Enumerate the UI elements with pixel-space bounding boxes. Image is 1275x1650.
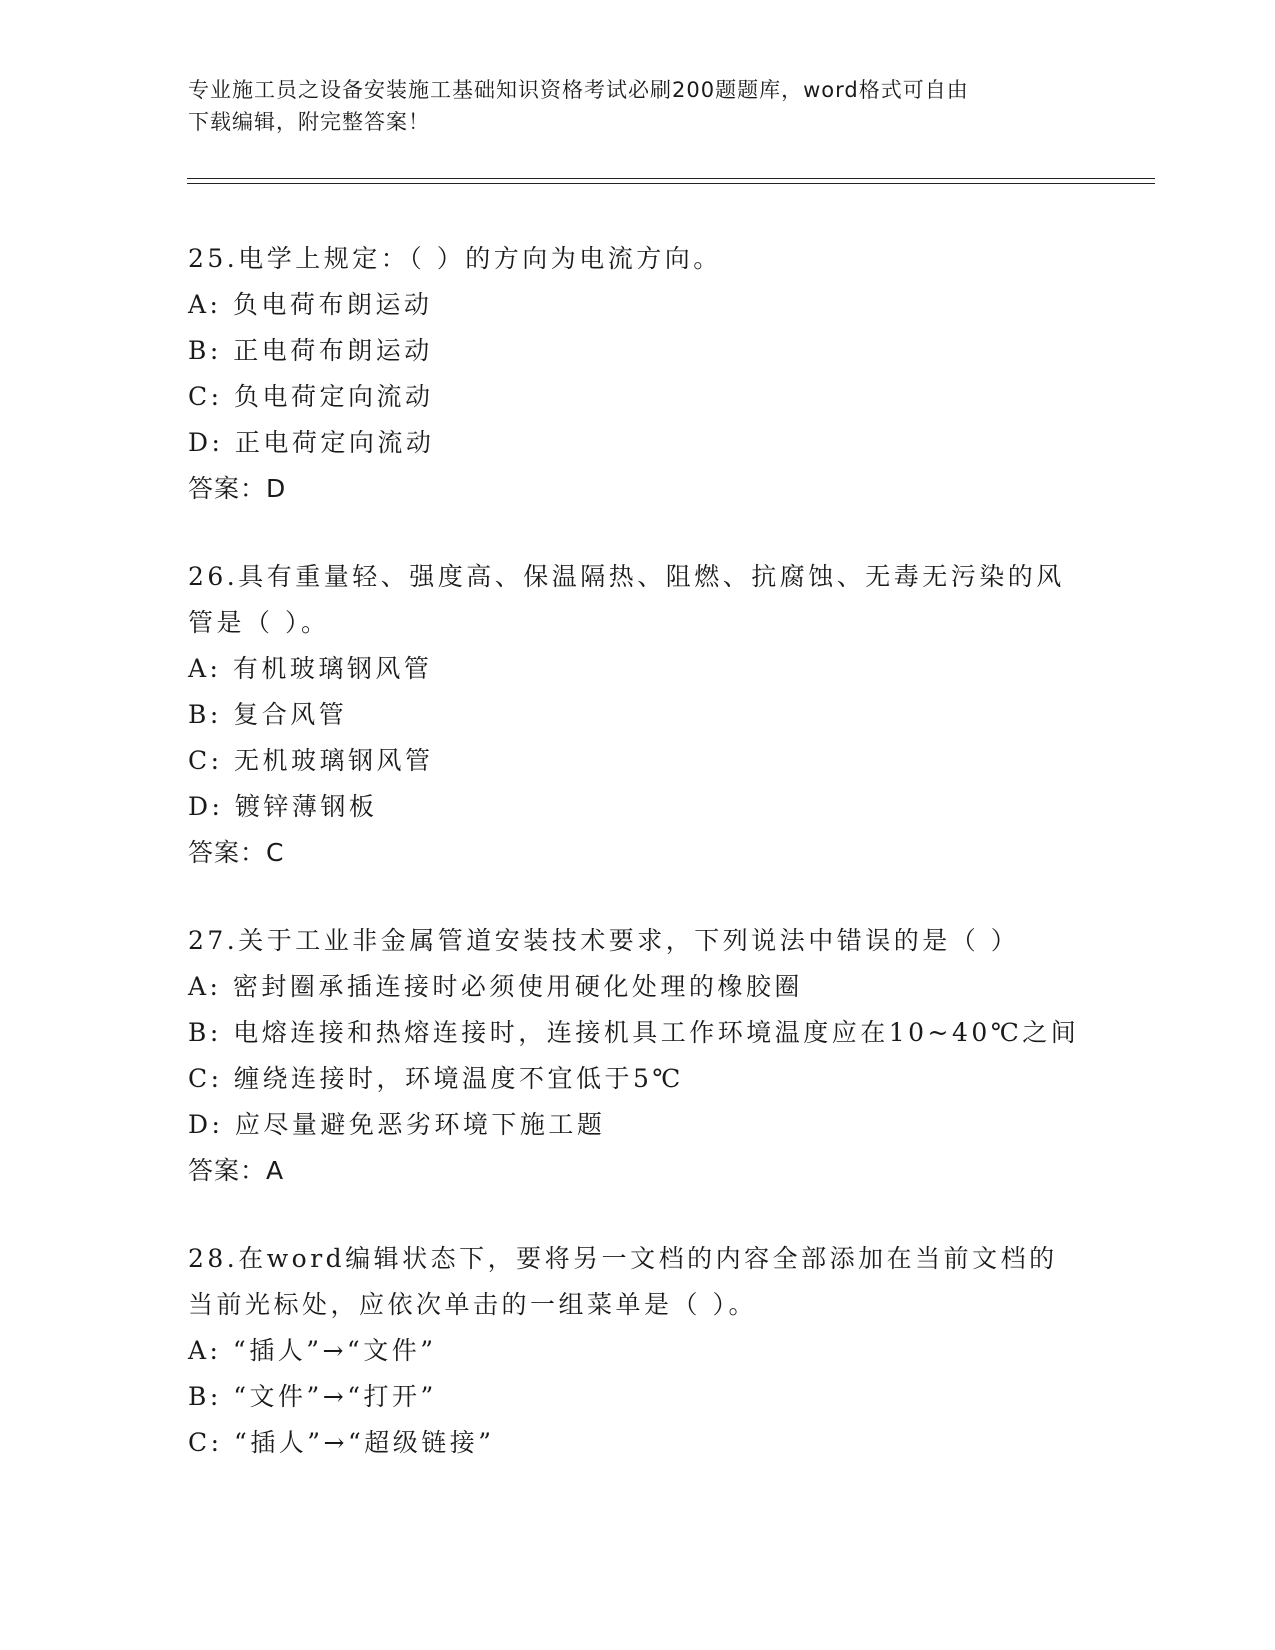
header-line-2: 下载编辑，附完整答案！ [188, 110, 430, 134]
question-list [188, 236, 1088, 1508]
answer: 答案：C [188, 838, 285, 867]
option-b: B: 正电荷布朗运动 [188, 336, 433, 365]
option-a: A: “插人”→“文件” [188, 1336, 437, 1365]
question-27 [188, 918, 1088, 1194]
question-stem-continued: 管是（ ）。 [188, 608, 330, 637]
question-stem: 27.关于工业非金属管道安装技术要求，下列说法中错误的是（ ） [188, 926, 1020, 955]
option-c: C: “插人”→“超级链接” [188, 1428, 495, 1457]
option-b: B: 复合风管 [188, 700, 348, 729]
document-header [188, 74, 1088, 138]
question-stem-continued: 当前光标处，应依次单击的一组菜单是（ ）。 [188, 1290, 757, 1319]
question-26 [188, 554, 1088, 876]
option-b: B: “文件”→“打开” [188, 1382, 437, 1411]
option-d: D: 应尽量避免恶劣环境下施工题 [188, 1110, 606, 1139]
option-a: A: 负电荷布朗运动 [188, 290, 433, 319]
answer: 答案：A [188, 1156, 285, 1185]
question-28 [188, 1236, 1088, 1466]
option-a: A: 有机玻璃钢风管 [188, 654, 433, 683]
option-a: A: 密封圈承插连接时必须使用硬化处理的橡胶圈 [188, 972, 803, 1001]
answer: 答案：D [188, 474, 287, 503]
option-c: C: 负电荷定向流动 [188, 382, 434, 411]
question-stem: 26.具有重量轻、强度高、保温隔热、阻燃、抗腐蚀、无毒无污染的风 [188, 562, 1065, 591]
option-b: B: 电熔连接和热熔连接时，连接机具工作环境温度应在10~40℃之间 [188, 1018, 1080, 1047]
header-divider-top [187, 178, 1155, 179]
option-c: C: 缠绕连接时，环境温度不宜低于5℃ [188, 1064, 684, 1093]
question-stem: 28.在word编辑状态下，要将另一文档的内容全部添加在当前文档的 [188, 1244, 1058, 1273]
option-d: D: 正电荷定向流动 [188, 428, 435, 457]
question-25 [188, 236, 1088, 512]
option-d: D: 镀锌薄钢板 [188, 792, 378, 821]
header-line-1: 专业施工员之设备安装施工基础知识资格考试必刷200题题库，word格式可自由 [188, 78, 969, 102]
header-divider-bottom [187, 183, 1155, 184]
question-stem: 25.电学上规定：（ ）的方向为电流方向。 [188, 244, 722, 273]
option-c: C: 无机玻璃钢风管 [188, 746, 434, 775]
